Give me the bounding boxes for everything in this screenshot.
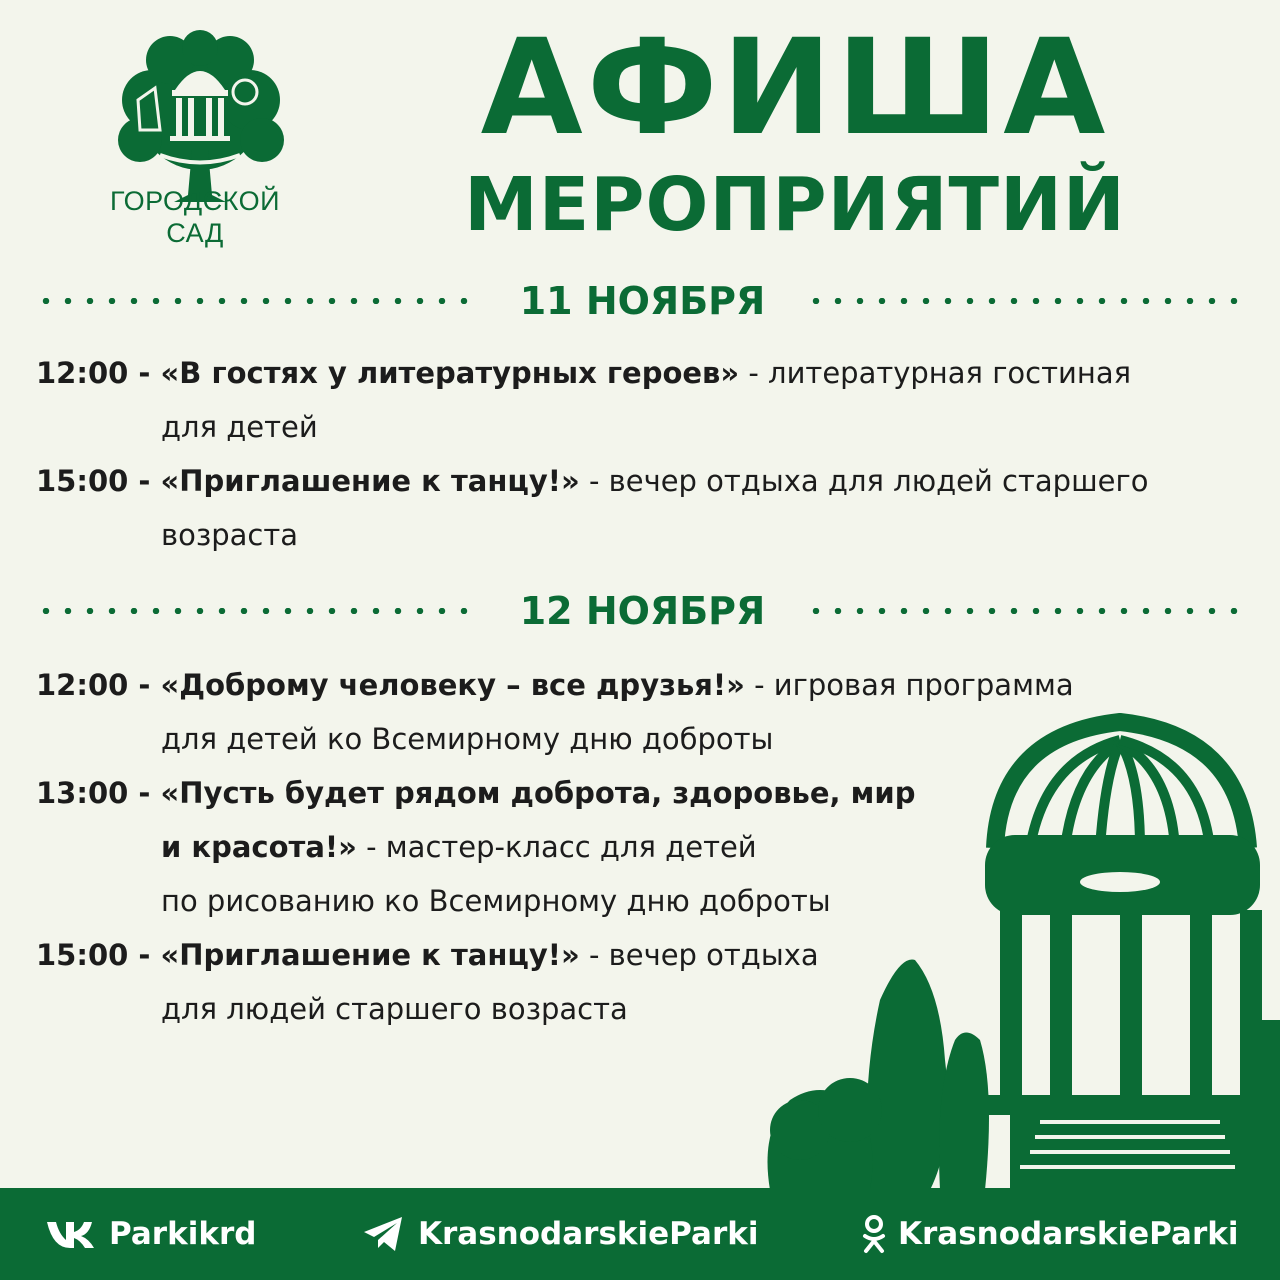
event-name: «В гостях у литературных героев» (160, 356, 740, 390)
dotted-line (35, 298, 480, 304)
event-description: - игровая программа (744, 668, 1074, 702)
vk-icon (45, 1218, 97, 1250)
date-heading: 11 НОЯБРЯ (519, 279, 766, 323)
dotted-line (805, 298, 1250, 304)
event-description: - вечер отдыха (579, 938, 819, 972)
vk-label: Parkikrd (109, 1216, 257, 1252)
telegram-label: KrasnodarskieParki (418, 1216, 759, 1252)
dotted-line (35, 608, 480, 614)
date-divider-2 (35, 589, 1250, 633)
event-name-continued: и красота!» (161, 830, 357, 864)
odnoklassniki-link[interactable] (862, 1212, 1239, 1256)
event-name: «Доброму человеку – все друзья!» (160, 668, 745, 702)
event-description: - литературная гостиная (739, 356, 1132, 390)
event-separator: - (128, 464, 161, 498)
event-separator: - (128, 776, 161, 810)
events-list-1 (36, 346, 1236, 562)
odnoklassniki-icon (862, 1214, 886, 1254)
event-name: «Пусть будет рядом доброта, здоровье, мир (160, 776, 916, 810)
event-time: 15:00 (36, 464, 129, 498)
event-separator: - (128, 668, 161, 702)
event-description-continued (36, 820, 1236, 874)
event-time: 12:00 (36, 668, 129, 702)
event-description: - вечер отдыха для людей старшего (579, 464, 1149, 498)
social-footer (0, 1188, 1280, 1280)
logo-text (95, 185, 295, 249)
odnoklassniki-label: KrasnodarskieParki (898, 1216, 1239, 1252)
event-description-continued: для людей старшего возраста (161, 992, 628, 1026)
event-description-continued: по рисованию ко Всемирному дню доброты (161, 884, 831, 918)
event-item (36, 928, 1236, 1036)
event-description-continued: для детей (161, 410, 318, 444)
event-time: 15:00 (36, 938, 129, 972)
date-heading: 12 НОЯБРЯ (519, 589, 766, 633)
event-item (36, 766, 1236, 928)
event-description-continued: для детей ко Всемирному дню доброты (161, 722, 774, 756)
page-title: АФИША (480, 11, 1110, 165)
event-name: «Приглашение к танцу!» (160, 938, 580, 972)
event-time: 13:00 (36, 776, 129, 810)
event-separator: - (128, 356, 161, 390)
event-separator: - (128, 938, 161, 972)
logo-line-1: ГОРОДСКОЙ (109, 186, 281, 216)
date-divider-1 (35, 279, 1250, 323)
dotted-line (805, 608, 1250, 614)
telegram-icon (362, 1215, 406, 1253)
event-item (36, 346, 1236, 454)
event-item (36, 454, 1236, 562)
event-item (36, 658, 1236, 766)
event-name: «Приглашение к танцу!» (160, 464, 580, 498)
telegram-link[interactable] (362, 1212, 759, 1256)
event-description-continued: возраста (161, 518, 299, 552)
events-list-2 (36, 658, 1236, 1036)
logo-line-2: САД (166, 218, 224, 248)
page-subtitle: МЕРОПРИЯТИЙ (464, 162, 1126, 248)
event-description: - мастер-класс для детей (356, 830, 757, 864)
event-time: 12:00 (36, 356, 129, 390)
vk-link[interactable] (45, 1212, 256, 1256)
